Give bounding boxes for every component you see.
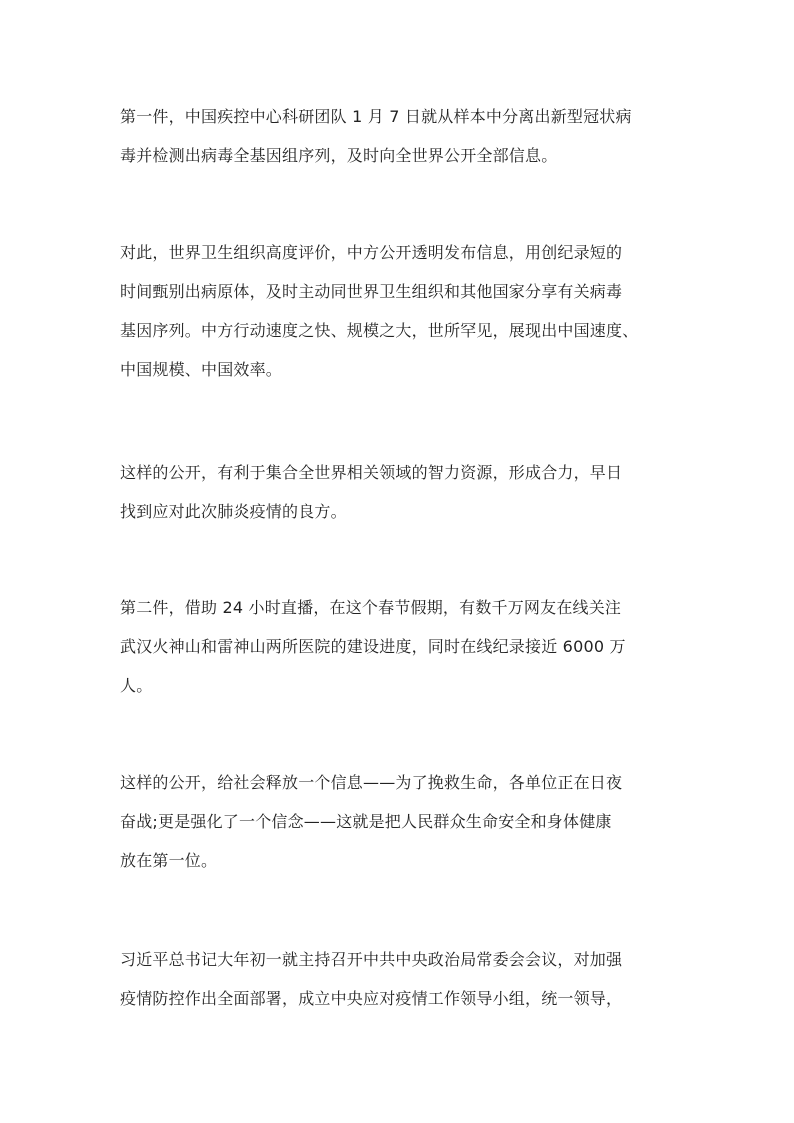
paragraph-line: 习近平总书记大年初一就主持召开中共中央政治局常委会会议，对加强 — [120, 950, 623, 969]
paragraph-line: 找到应对此次肺炎疫情的良方。 — [120, 502, 347, 521]
paragraph-line: 武汉火神山和雷神山两所医院的建设进度，同时在线纪录接近 6000 万 — [120, 637, 626, 656]
paragraph-line: 对此，世界卫生组织高度评价，中方公开透明发布信息，用创纪录短的 — [120, 243, 623, 262]
paragraph-line: 时间甄别出病原体，及时主动同世界卫生组织和其他国家分享有关病毒 — [120, 282, 623, 301]
paragraph-2 — [120, 233, 680, 389]
paragraph-line: 放在第一位。 — [120, 851, 218, 870]
paragraph-line: 人。 — [120, 676, 153, 695]
paragraph-line: 这样的公开，给社会释放一个信息——为了挽救生命，各单位正在日夜 — [120, 773, 623, 792]
paragraph-1 — [120, 97, 680, 175]
paragraph-line: 第一件，中国疾控中心科研团队 1 月 7 日就从样本中分离出新型冠状病 — [120, 107, 632, 126]
paragraph-3 — [120, 453, 680, 531]
paragraph-line: 中国规模、中国效率。 — [120, 360, 283, 379]
paragraph-4 — [120, 588, 680, 705]
paragraph-5 — [120, 763, 680, 880]
paragraph-line: 毒并检测出病毒全基因组序列，及时向全世界公开全部信息。 — [120, 146, 558, 165]
paragraph-line: 奋战;更是强化了一个信念——这就是把人民群众生命安全和身体健康 — [120, 812, 612, 831]
paragraph-line: 这样的公开，有利于集合全世界相关领域的智力资源，形成合力，早日 — [120, 463, 623, 482]
paragraph-line: 第二件，借助 24 小时直播，在这个春节假期，有数千万网友在线关注 — [120, 598, 622, 617]
paragraph-line: 基因序列。中方行动速度之快、规模之大，世所罕见，展现出中国速度、 — [120, 321, 639, 340]
paragraph-6 — [120, 940, 680, 1018]
paragraph-line: 疫情防控作出全面部署，成立中央应对疫情工作领导小组，统一领导， — [120, 989, 623, 1008]
